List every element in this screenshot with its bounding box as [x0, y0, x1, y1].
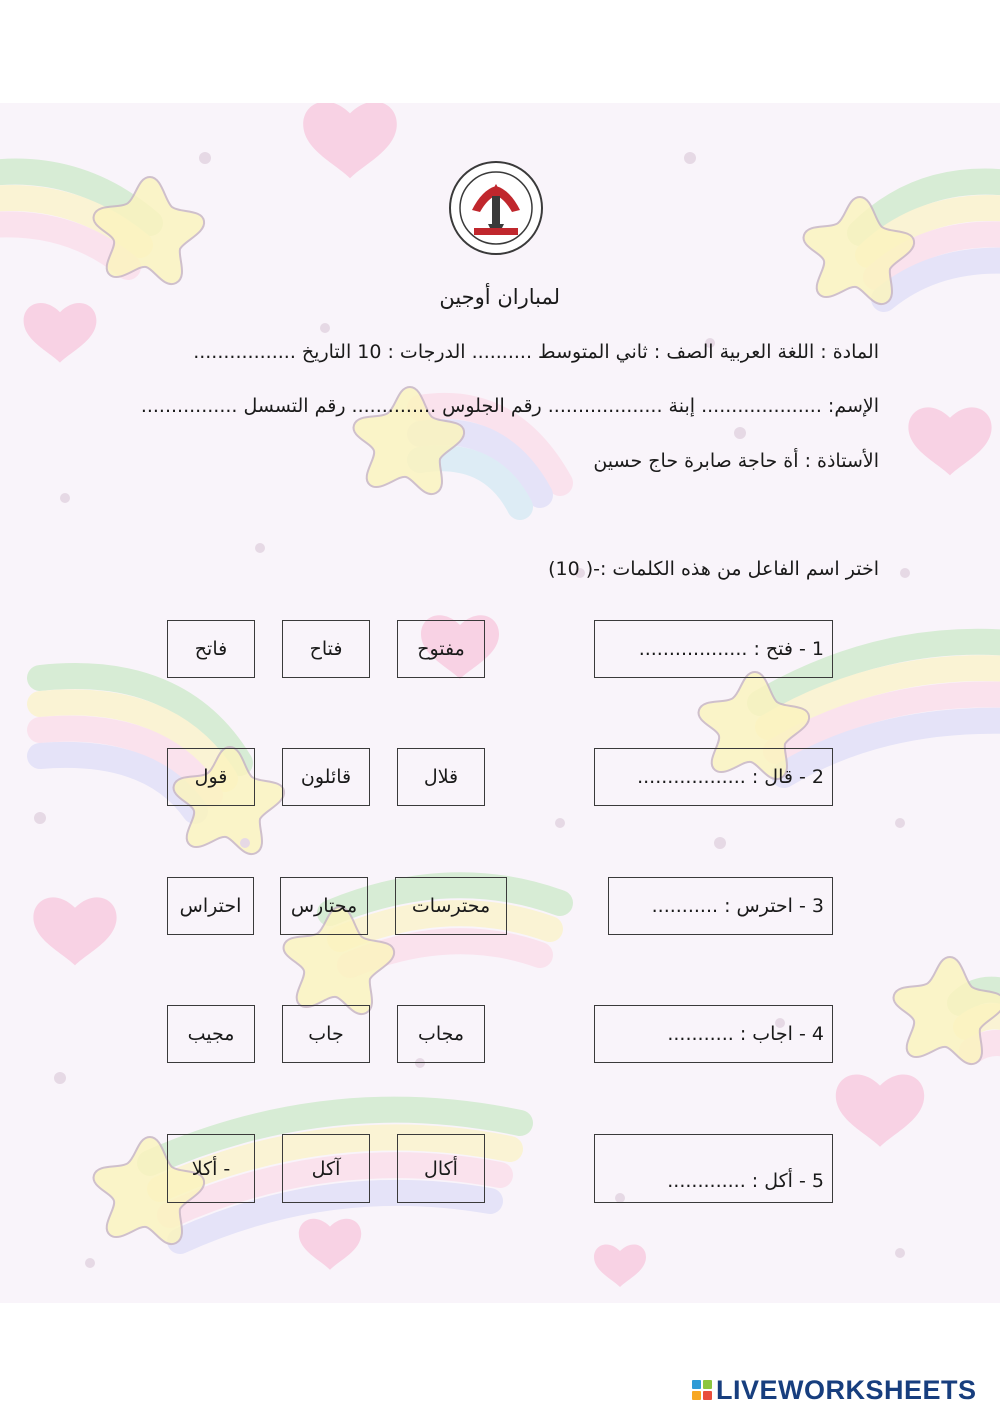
- question-1-answer-box[interactable]: [594, 620, 833, 678]
- liveworksheets-logo-icon: [692, 1380, 712, 1400]
- teacher-name: الأستاذة : أة حاجة صابرة حاج حسين: [593, 450, 879, 472]
- question-3-prompt: 3 - احترس : ...........: [651, 895, 824, 917]
- instruction-text: اختر اسم الفاعل من هذه الكلمات :-( 10): [548, 558, 879, 580]
- question-4-option-1[interactable]: مجاب: [397, 1005, 485, 1063]
- question-3-option-3[interactable]: احتراس: [167, 877, 254, 935]
- question-1-prompt: 1 - فتح : ..................: [638, 638, 824, 660]
- question-4-answer-box[interactable]: [594, 1005, 833, 1063]
- subject-info-line: المادة : اللغة العربية الصف : ثاني المتوسط .......... الدرجات : 10 التاريخ .................: [193, 341, 879, 363]
- question-5-option-1[interactable]: أكال: [397, 1134, 485, 1203]
- question-4-option-2[interactable]: جاب: [282, 1005, 370, 1063]
- background-decoration: [0, 103, 1000, 1303]
- question-3-option-1[interactable]: محترسات: [395, 877, 507, 935]
- question-2-option-2[interactable]: قائلون: [282, 748, 370, 806]
- question-1-option-1[interactable]: مفتوح: [397, 620, 485, 678]
- question-4-prompt: 4 - اجاب : ...........: [667, 1023, 824, 1045]
- question-2-option-3[interactable]: قول: [167, 748, 255, 806]
- worksheet-page: [0, 103, 1000, 1303]
- school-emblem: [448, 160, 544, 256]
- student-info-line: الإسم: .................... إبنة ................... رقم الجلوس .............. رقم التسسل ................: [140, 395, 879, 417]
- question-1-option-2[interactable]: فتاح: [282, 620, 370, 678]
- question-3-option-2[interactable]: محتارس: [280, 877, 368, 935]
- question-5-prompt: 5 - أكل : .............: [667, 1170, 824, 1192]
- question-2-answer-box[interactable]: [594, 748, 833, 806]
- student-name-heading: لمباران أوجين: [439, 285, 560, 309]
- question-3-answer-box[interactable]: [608, 877, 833, 935]
- question-5-option-2[interactable]: آكل: [282, 1134, 370, 1203]
- question-5-option-3[interactable]: - أكلا: [167, 1134, 255, 1203]
- question-2-option-1[interactable]: قلال: [397, 748, 485, 806]
- question-5-answer-box[interactable]: [594, 1134, 833, 1203]
- liveworksheets-brand[interactable]: [692, 1374, 977, 1405]
- question-4-option-3[interactable]: مجيب: [167, 1005, 255, 1063]
- question-1-option-3[interactable]: فاتح: [167, 620, 255, 678]
- question-2-prompt: 2 - قال : ..................: [637, 766, 824, 788]
- brand-name: LIVEWORKSHEETS: [716, 1374, 977, 1405]
